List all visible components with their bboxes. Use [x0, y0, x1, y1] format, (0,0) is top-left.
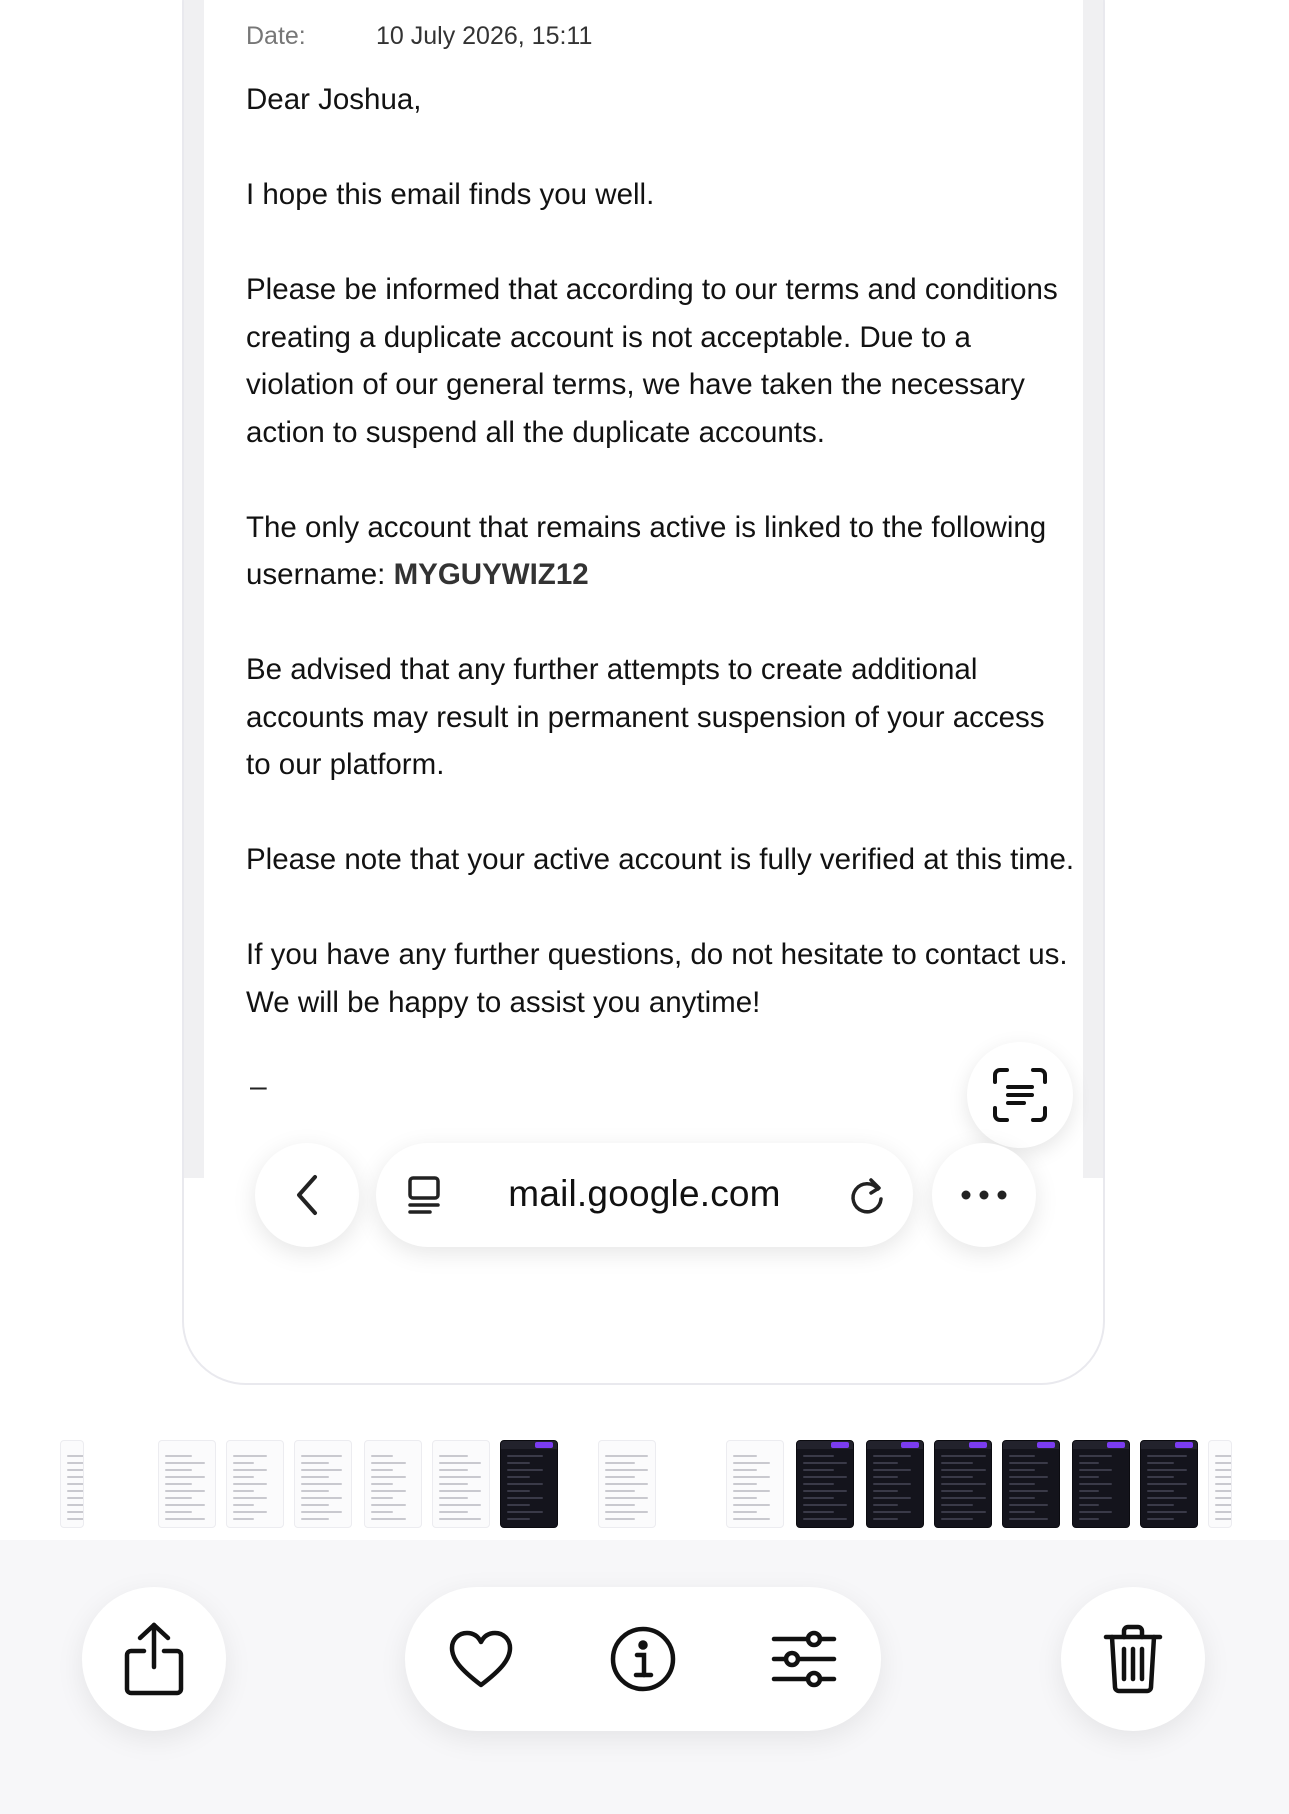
- thumbnail-line: [507, 1462, 530, 1464]
- thumbnail-accent: [901, 1442, 919, 1448]
- thumbnail-line: [605, 1518, 635, 1520]
- thumbnail-line: [605, 1476, 635, 1478]
- thumbnail-line: [733, 1504, 770, 1506]
- thumbnail-line: [873, 1469, 911, 1471]
- thumbnail-item[interactable]: [1002, 1440, 1060, 1528]
- thumbnail-line: [507, 1476, 530, 1478]
- thumbnail-line: [165, 1497, 192, 1499]
- share-icon: [123, 1621, 185, 1697]
- mail-page: [184, 0, 1103, 1178]
- thumbnail-line: [371, 1497, 393, 1499]
- thumbnail-line: [941, 1511, 986, 1513]
- thumbnail-line: [1147, 1504, 1174, 1506]
- thumbnail-item[interactable]: [226, 1440, 284, 1528]
- thumbnail-line: [605, 1497, 648, 1499]
- thumbnail-line: [1147, 1490, 1174, 1492]
- thumbnail-line: [605, 1469, 648, 1471]
- thumbnail-line: [507, 1497, 543, 1499]
- thumbnail-line: [371, 1462, 406, 1464]
- thumbnail-line: [1079, 1469, 1112, 1471]
- thumbnail-line: [803, 1476, 847, 1478]
- thumbnail-accent: [1175, 1442, 1193, 1448]
- thumbnail-line: [301, 1511, 342, 1513]
- more-icon: [961, 1190, 1007, 1200]
- thumbnail-line: [1079, 1462, 1099, 1464]
- thumbnail-line: [233, 1518, 254, 1520]
- thumbnail-item[interactable]: [1208, 1440, 1232, 1528]
- thumbnail-line: [733, 1490, 770, 1492]
- thumbnail-line: [439, 1511, 468, 1513]
- thumbnail-line: [873, 1490, 898, 1492]
- thumbnail-line: [941, 1462, 973, 1464]
- info-button[interactable]: [607, 1623, 679, 1695]
- thumbnail-item[interactable]: [60, 1440, 84, 1528]
- signature-dash: –: [250, 1070, 267, 1103]
- thumbnail-line: [1009, 1504, 1048, 1506]
- thumbnail-item[interactable]: [500, 1440, 558, 1528]
- thumbnail-item[interactable]: [364, 1440, 422, 1528]
- thumbnail-line: [941, 1518, 973, 1520]
- thumbnail-line: [941, 1455, 986, 1457]
- thumbnail-line: [605, 1504, 635, 1506]
- thumbnail-line: [507, 1490, 530, 1492]
- thumbnail-line: [803, 1469, 834, 1471]
- thumbnail-line: [605, 1483, 648, 1485]
- thumbnail-line: [941, 1490, 973, 1492]
- thumbnail-line: [301, 1518, 329, 1520]
- thumbnail-line: [1147, 1476, 1174, 1478]
- thumbnail-line: [233, 1462, 254, 1464]
- thumbnail-line: [733, 1497, 757, 1499]
- thumbnail-line: [1215, 1511, 1232, 1513]
- thumbnail-line: [165, 1455, 192, 1457]
- trash-icon: [1102, 1623, 1164, 1695]
- thumbnail-line: [67, 1483, 84, 1485]
- thumbnail-line: [1079, 1483, 1112, 1485]
- thumbnail-line: [1009, 1490, 1048, 1492]
- thumbnail-line: [941, 1483, 986, 1485]
- thumbnail-line: [803, 1511, 834, 1513]
- thumbnail-line: [1009, 1476, 1048, 1478]
- thumbnail-line: [803, 1518, 847, 1520]
- thumbnail-line: [941, 1476, 973, 1478]
- thumbnail-line: [165, 1469, 192, 1471]
- heart-icon: [448, 1629, 514, 1689]
- thumbnail-line: [165, 1504, 205, 1506]
- thumbnail-line: [233, 1455, 267, 1457]
- thumbnail-accent: [535, 1442, 553, 1448]
- screenshot-card: [182, 0, 1105, 1385]
- thumbnail-line: [233, 1504, 254, 1506]
- thumbnail-line: [873, 1504, 898, 1506]
- thumbnail-line: [301, 1483, 342, 1485]
- thumbnail-line: [301, 1504, 329, 1506]
- thumbnail-line: [803, 1455, 834, 1457]
- thumbnail-line: [165, 1476, 205, 1478]
- adjust-icon: [770, 1629, 838, 1689]
- share-button[interactable]: [82, 1587, 226, 1731]
- thumbnail-line: [1215, 1518, 1232, 1520]
- thumbnail-line: [1147, 1497, 1187, 1499]
- thumbnail-line: [67, 1504, 84, 1506]
- thumbnail-line: [733, 1511, 757, 1513]
- thumbnail-line: [439, 1497, 468, 1499]
- thumbnail-line: [605, 1462, 635, 1464]
- thumbnail-line: [507, 1469, 543, 1471]
- thumbnail-line: [733, 1455, 757, 1457]
- thumbnail-accent: [969, 1442, 987, 1448]
- more-button[interactable]: [932, 1143, 1036, 1247]
- text-scan-icon: [991, 1066, 1049, 1124]
- thumbnail-line: [301, 1476, 329, 1478]
- thumbnail-line: [941, 1497, 986, 1499]
- thumbnail-line: [301, 1497, 342, 1499]
- thumbnail-item[interactable]: [1140, 1440, 1198, 1528]
- thumbnail-line: [233, 1490, 254, 1492]
- thumbnail-line: [733, 1462, 770, 1464]
- thumbnail-line: [371, 1518, 406, 1520]
- thumbnail-line: [301, 1490, 329, 1492]
- thumbnail-line: [233, 1476, 254, 1478]
- thumbnail-line: [439, 1455, 468, 1457]
- thumbnail-line: [803, 1462, 847, 1464]
- thumbnail-line: [301, 1469, 342, 1471]
- thumbnail-line: [233, 1469, 267, 1471]
- thumbnail-line: [439, 1490, 481, 1492]
- thumbnail-line: [371, 1490, 406, 1492]
- thumbnail-line: [67, 1518, 84, 1520]
- thumbnail-line: [1147, 1462, 1174, 1464]
- thumbnail-line: [371, 1504, 406, 1506]
- thumbnail-line: [1215, 1455, 1232, 1457]
- thumbnail-line: [233, 1483, 267, 1485]
- thumbnail-line: [507, 1518, 530, 1520]
- thumbnail-line: [507, 1504, 530, 1506]
- thumbnail-item[interactable]: [1072, 1440, 1130, 1528]
- thumbnail-line: [507, 1455, 543, 1457]
- thumbnail-line: [873, 1455, 911, 1457]
- thumbnail-line: [605, 1511, 648, 1513]
- email-greeting: Dear Joshua,: [246, 83, 422, 116]
- thumbnail-line: [941, 1469, 986, 1471]
- thumbnail-line: [371, 1483, 393, 1485]
- thumbnail-line: [67, 1497, 84, 1499]
- thumbnail-line: [873, 1511, 911, 1513]
- thumbnail-line: [605, 1455, 648, 1457]
- thumbnail-line: [1215, 1483, 1232, 1485]
- thumbnail-line: [67, 1469, 84, 1471]
- thumbnail-line: [67, 1462, 84, 1464]
- date-label: Date:: [246, 22, 306, 50]
- thumbnail-line: [507, 1511, 543, 1513]
- thumbnail-line: [507, 1483, 543, 1485]
- thumbnail-line: [371, 1476, 406, 1478]
- email-paragraph-username: [246, 504, 1076, 599]
- thumbnail-line: [941, 1504, 973, 1506]
- thumbnail-line: [165, 1483, 192, 1485]
- thumbnail-line: [873, 1497, 911, 1499]
- thumbnail-line: [1215, 1497, 1232, 1499]
- thumbnail-line: [733, 1483, 757, 1485]
- email-paragraph: Be advised that any further attempts to create additional accounts may result in permanent suspension of your access to our platform.: [246, 653, 1045, 781]
- thumbnail-item[interactable]: [866, 1440, 924, 1528]
- thumbnail-line: [67, 1476, 84, 1478]
- thumbnail-line: [1079, 1511, 1112, 1513]
- thumbnail-line: [371, 1511, 393, 1513]
- photo-actions-pill: [405, 1587, 881, 1731]
- date-value: 10 July 2026, 15:11: [376, 22, 593, 50]
- thumbnail-line: [733, 1476, 770, 1478]
- thumbnail-line: [1079, 1518, 1099, 1520]
- thumbnail-line: [1147, 1469, 1187, 1471]
- thumbnail-line: [1009, 1469, 1035, 1471]
- live-text-button[interactable]: [967, 1042, 1073, 1148]
- thumbnail-line: [1079, 1497, 1112, 1499]
- thumbnail-item[interactable]: [432, 1440, 490, 1528]
- thumbnail-line: [1215, 1462, 1232, 1464]
- thumbnail-line: [1215, 1504, 1232, 1506]
- thumbnail-line: [439, 1476, 481, 1478]
- email-paragraph: Please note that your active account is fully verified at this time.: [246, 843, 1075, 876]
- email-body: [204, 0, 1083, 1178]
- thumbnail-line: [1215, 1490, 1232, 1492]
- favorite-button[interactable]: [445, 1623, 517, 1695]
- email-paragraph: Please be informed that according to our terms and conditions creating a duplicate account is not acceptable. Due to a violation of our general terms, we have taken the necessary action to suspend all the duplicate accounts.: [246, 273, 1058, 449]
- thumbnail-line: [1147, 1511, 1187, 1513]
- thumbnail-accent: [831, 1442, 849, 1448]
- thumbnail-line: [1079, 1504, 1099, 1506]
- back-button[interactable]: [255, 1143, 359, 1247]
- thumbnail-line: [165, 1462, 205, 1464]
- delete-button[interactable]: [1061, 1587, 1205, 1731]
- thumbnail-line: [1009, 1511, 1035, 1513]
- thumbnail-line: [165, 1490, 205, 1492]
- email-paragraph: I hope this email finds you well.: [246, 178, 655, 211]
- thumbnail-line: [1079, 1455, 1112, 1457]
- thumbnail-line: [803, 1504, 847, 1506]
- thumbnail-line: [67, 1490, 84, 1492]
- thumbnail-line: [1009, 1497, 1035, 1499]
- chevron-left-icon: [293, 1173, 321, 1217]
- adjust-button[interactable]: [768, 1623, 840, 1695]
- info-icon: [609, 1625, 677, 1693]
- thumbnail-line: [1009, 1483, 1035, 1485]
- thumbnail-line: [233, 1511, 267, 1513]
- thumbnail-line: [301, 1462, 329, 1464]
- thumbnail-item[interactable]: [598, 1440, 656, 1528]
- thumbnail-item[interactable]: [796, 1440, 854, 1528]
- thumbnail-line: [67, 1511, 84, 1513]
- thumbnail-accent: [1107, 1442, 1125, 1448]
- thumbnail-line: [439, 1483, 468, 1485]
- thumbnail-line: [301, 1455, 342, 1457]
- thumbnail-line: [439, 1462, 481, 1464]
- email-text: [246, 76, 1076, 1074]
- thumbnail-line: [1009, 1518, 1048, 1520]
- thumbnail-line: [1215, 1476, 1232, 1478]
- thumbnail-line: [803, 1490, 847, 1492]
- thumbnail-line: [733, 1469, 757, 1471]
- reload-icon[interactable]: [847, 1173, 887, 1217]
- username-prefix: The only account that remains active is linked to the following username:: [246, 510, 1047, 591]
- thumbnail-line: [1147, 1483, 1187, 1485]
- thumbnail-line: [1009, 1455, 1035, 1457]
- thumbnail-strip[interactable]: [0, 1438, 1289, 1530]
- email-paragraph: If you have any further questions, do not hesitate to contact us. We will be happy to assist you anytime!: [246, 938, 1068, 1019]
- thumbnail-line: [873, 1476, 898, 1478]
- url-text: mail.google.com: [508, 1173, 781, 1214]
- thumbnail-line: [1147, 1455, 1187, 1457]
- thumbnail-line: [873, 1518, 898, 1520]
- thumbnail-line: [233, 1497, 267, 1499]
- thumbnail-line: [67, 1455, 84, 1457]
- thumbnail-line: [873, 1483, 911, 1485]
- thumbnail-item[interactable]: [294, 1440, 352, 1528]
- thumbnail-line: [1147, 1518, 1174, 1520]
- thumbnail-item[interactable]: [726, 1440, 784, 1528]
- thumbnail-line: [803, 1497, 834, 1499]
- username-value: MYGUYWIZ12: [393, 558, 589, 591]
- thumbnail-line: [733, 1518, 770, 1520]
- thumbnail-line: [1079, 1490, 1099, 1492]
- thumbnail-line: [165, 1518, 205, 1520]
- thumbnail-line: [1079, 1476, 1099, 1478]
- thumbnail-item[interactable]: [158, 1440, 216, 1528]
- thumbnail-line: [439, 1504, 481, 1506]
- thumbnail-line: [371, 1455, 393, 1457]
- thumbnail-accent: [1037, 1442, 1055, 1448]
- thumbnail-line: [1009, 1462, 1048, 1464]
- thumbnail-line: [873, 1462, 898, 1464]
- thumbnail-line: [165, 1511, 192, 1513]
- thumbnail-item[interactable]: [934, 1440, 992, 1528]
- thumbnail-line: [605, 1490, 635, 1492]
- thumbnail-line: [439, 1469, 468, 1471]
- thumbnail-line: [371, 1469, 393, 1471]
- thumbnail-line: [803, 1483, 834, 1485]
- thumbnail-line: [1215, 1469, 1232, 1471]
- thumbnail-line: [439, 1518, 481, 1520]
- address-bar[interactable]: [376, 1143, 913, 1247]
